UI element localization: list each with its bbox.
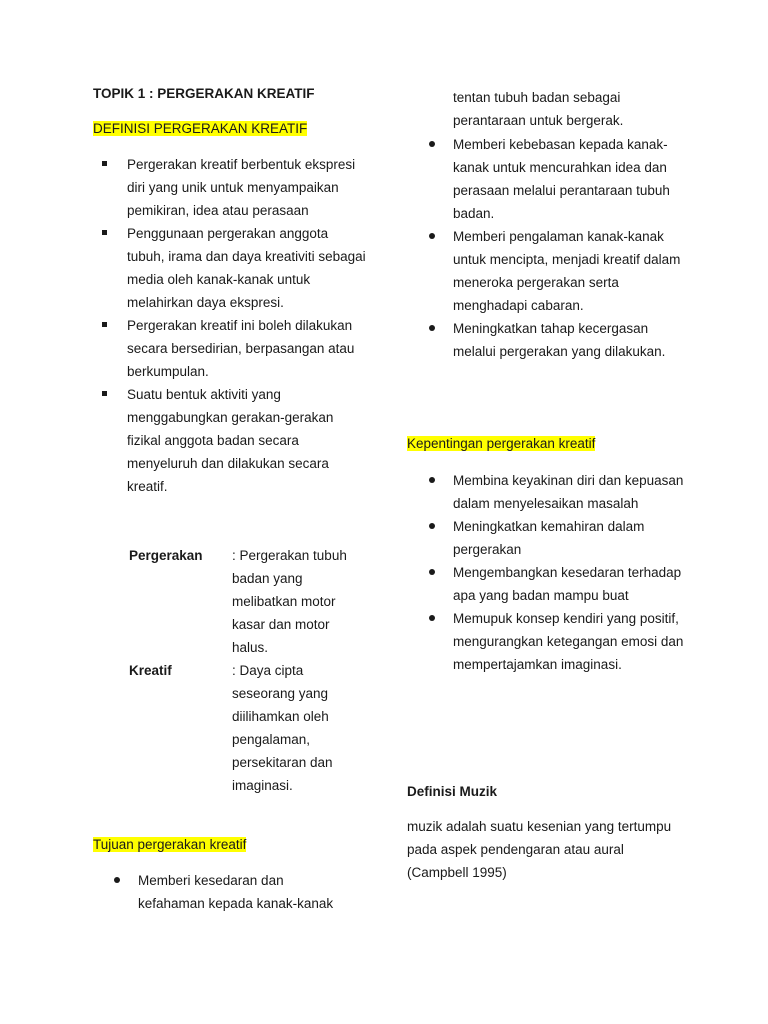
list-item: Penggunaan pergerakan anggota tubuh, irama dan daya kreativiti sebagai media oleh kanak-kanak untuk melahirkan daya ekspresi. bbox=[93, 222, 368, 314]
term-description: : Daya cipta seseorang yang diilihamkan oleh pengalaman, persekitaran dan imaginasi. bbox=[232, 663, 333, 793]
list-item: Suatu bentuk aktiviti yang menggabungkan gerakan-gerakan fizikal anggota badan secara menyeluruh dan dilakukan secara kreatif. bbox=[93, 383, 368, 498]
list-item: Meningkatkan kemahiran dalam pergerakan bbox=[419, 515, 689, 561]
kepentingan-list bbox=[419, 469, 689, 676]
list-item: Memberi kebebasan kepada kanak-kanak untuk mencurahkan idea dan perasaan melalui perantaraan tubuh badan. bbox=[419, 133, 689, 225]
tujuan-list-right bbox=[419, 133, 689, 363]
kepentingan-heading-text: Kepentingan pergerakan kreatif bbox=[407, 436, 596, 451]
list-item: Meningkatkan tahap kecergasan melalui pergerakan yang dilakukan. bbox=[419, 317, 689, 363]
tujuan-heading bbox=[93, 837, 246, 852]
definisi-heading-text: DEFINISI PERGERAKAN KREATIF bbox=[93, 121, 308, 136]
term-description: : Pergerakan tubuh badan yang melibatkan motor kasar dan motor halus. bbox=[232, 548, 347, 655]
definisi-list bbox=[93, 153, 368, 498]
list-item: Mengembangkan kesedaran terhadap apa yang badan mampu buat bbox=[419, 561, 689, 607]
list-item: Pergerakan kreatif ini boleh dilakukan secara bersedirian, berpasangan atau berkumpulan. bbox=[93, 314, 368, 383]
term-label: Kreatif bbox=[129, 663, 172, 678]
page-title: TOPIK 1 : PERGERAKAN KREATIF bbox=[93, 86, 315, 101]
muzik-heading: Definisi Muzik bbox=[407, 784, 498, 799]
definisi-heading bbox=[93, 121, 307, 136]
list-item: Memberi pengalaman kanak-kanak untuk mencipta, menjadi kreatif dalam meneroka pergerakan serta menghadapi cabaran. bbox=[419, 225, 689, 317]
kepentingan-heading bbox=[407, 436, 595, 451]
list-item: Memberi kesedaran dan kefahaman kepada kanak-kanak bbox=[104, 869, 354, 915]
term-label: Pergerakan bbox=[129, 548, 203, 563]
list-item: Membina keyakinan diri dan kepuasan dalam menyelesaikan masalah bbox=[419, 469, 689, 515]
tujuan-heading-text: Tujuan pergerakan kreatif bbox=[93, 837, 247, 852]
list-item: Pergerakan kreatif berbentuk ekspresi diri yang unik untuk menyampaikan pemikiran, idea atau perasaan bbox=[93, 153, 368, 222]
muzik-definition: muzik adalah suatu kesenian yang tertumpu pada aspek pendengaran atau aural (Campbell 1995) bbox=[407, 819, 672, 880]
list-item: Memupuk konsep kendiri yang positif, mengurangkan ketegangan emosi dan mempertajamkan imaginasi. bbox=[419, 607, 689, 676]
tujuan-list-left bbox=[104, 869, 354, 915]
tujuan-continuation: tentan tubuh badan sebagai perantaraan untuk bergerak. bbox=[453, 90, 624, 128]
